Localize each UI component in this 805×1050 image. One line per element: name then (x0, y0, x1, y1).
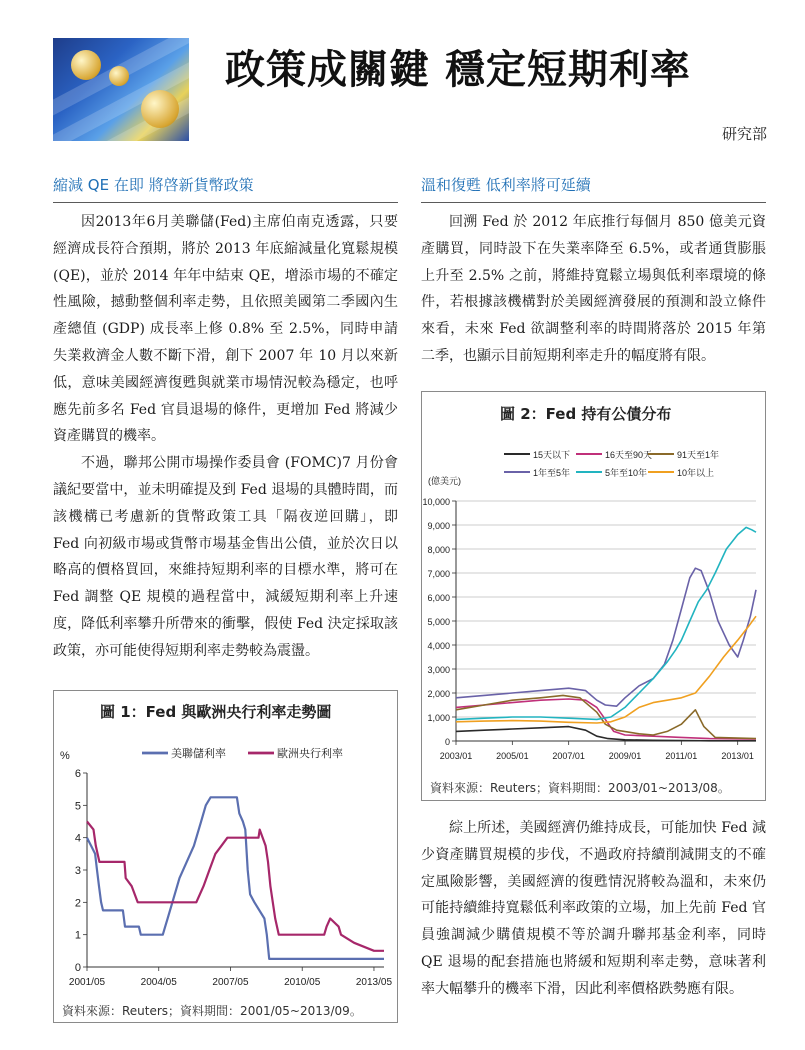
legend-label-3: 91天至1年 (677, 450, 720, 460)
y-tick-label: 5 (74, 800, 81, 813)
y-tick-label: 6 (74, 768, 81, 780)
x-tick-label: 2007/01 (552, 751, 585, 761)
legend-label-2: 歐洲央行利率 (277, 748, 343, 760)
legend-label-4: 1年至5年 (533, 468, 571, 478)
y-tick-label: 7,000 (427, 569, 450, 579)
page-title: 政策成關鍵 穩定短期利率 (225, 47, 691, 93)
figure-2-title: 圖 2：Fed 持有公債分布 (500, 405, 672, 423)
right-column-text-bottom (421, 815, 766, 1003)
legend-label-6: 10年以上 (677, 468, 715, 478)
y-tick-label: 3,000 (427, 665, 450, 675)
figure-2-box (421, 391, 766, 801)
y-tick-label: 4 (74, 832, 81, 845)
y-tick-label: 1 (74, 929, 81, 942)
y-tick-label: 3 (74, 865, 81, 877)
figure-1-box (53, 690, 398, 1023)
y-tick-label: 1,000 (427, 713, 450, 723)
y-tick-label: 4,000 (427, 641, 450, 651)
header-logo-image (53, 38, 189, 141)
left-column-text (53, 209, 398, 665)
series-line-6 (456, 616, 756, 723)
series-line-2 (87, 822, 384, 951)
right-column-text-top (421, 209, 766, 370)
y-tick-label: 2 (74, 897, 81, 910)
x-tick-label: 2013/05 (355, 977, 393, 988)
figure-1-chart (54, 691, 397, 1022)
y-tick-label: 9,000 (427, 521, 450, 531)
x-tick-label: 2005/01 (496, 751, 529, 761)
right-paragraph-1: 回溯 Fed 於 2012 年底推行每個月 850 億美元資產購買，同時設下在失業率降至 6.5%，或者通貨膨脹上升至 2.5% 之前，將維持寬鬆立場與低利率環境的條件，若根據該機構對於美國經濟發展的預測和設立條件來看，未來 Fed 欲調整利率的時間將落於 2015 年第二季，也顯示目前短期利率走升的幅度將有限。 (421, 214, 766, 364)
x-tick-label: 2007/05 (212, 977, 249, 988)
figure-2-chart (422, 392, 765, 800)
y-tick-label: 2,000 (427, 689, 450, 699)
x-tick-label: 2013/01 (721, 751, 754, 761)
y-tick-label: 0 (74, 962, 81, 974)
legend-label-1: 美聯儲利率 (171, 748, 226, 760)
y-tick-label: 8,000 (427, 545, 450, 555)
left-section-heading: 縮減 QE 在即 將啓新貨幣政策 (53, 174, 398, 203)
department-label: 研究部 (721, 125, 767, 143)
y-tick-label: 10,000 (422, 497, 450, 507)
x-tick-label: 2003/01 (439, 751, 473, 761)
right-section-heading: 溫和復甦 低利率將可延續 (421, 174, 766, 203)
series-line-5 (456, 527, 756, 719)
legend-label-1: 15天以下 (533, 450, 571, 460)
y-tick-label: 5,000 (427, 617, 450, 627)
series-line-1 (87, 797, 384, 959)
y-tick-label: 6,000 (427, 593, 450, 603)
left-paragraph-2: 不過，聯邦公開市場操作委員會 (FOMC)7 月份會議紀要當中，並未明確提及到 Fed 退場的具體時間，而該機構已考慮新的貨幣政策工具「隔夜逆回購」，即 Fed 向初級市場或貨幣市場基金售出公債，並於次日以略高的價格買回，來維持短期利率的目標水準，將可在 Fed 調整 QE 規模的過程當中，減緩短期利率上升速度，降低利率攀升所帶來的衝擊，假使 Fed 決定採取該政策，亦可能使得短期利率走勢較為震盪。 (53, 455, 398, 659)
x-tick-label: 2009/01 (608, 751, 642, 761)
figure-1-title: 圖 1：Fed 與歐洲央行利率走勢圖 (100, 703, 332, 721)
x-tick-label: 2010/05 (284, 977, 321, 988)
y-axis-label: % (60, 750, 70, 762)
y-tick-label: 0 (444, 737, 450, 747)
left-paragraph-1: 因2013年6月美聯儲(Fed)主席伯南克透露，只要經濟成長符合預期，將於 2013 年底縮減量化寬鬆規模 (QE)，並於 2014 年年中結束 QE，增添市場的不確定性風險，撼動整個利率走勢，且依照美國第二季國內生產總值 (GDP) 成長率上修 0.8% 至 2.5%，同時申請失業救濟金人數不斷下滑，創下 2007 年 10 月以來新低，意味美國經濟復甦與就業市場情況較為穩定，也呼應先前多名 Fed 官員退場的條件，更增加 Fed 將減少資產購買的機率。 (53, 214, 398, 445)
series-line-4 (456, 568, 756, 706)
figure-1-source: 資料來源：Reuters；資料期間：2001/05~2013/09。 (62, 1004, 362, 1018)
legend-label-2: 16天至90天 (605, 450, 653, 460)
x-tick-label: 2004/05 (140, 977, 177, 988)
y-axis-label: (億美元) (428, 476, 461, 486)
x-tick-label: 2011/01 (665, 751, 698, 761)
legend-label-5: 5年至10年 (605, 468, 648, 478)
figure-2-source: 資料來源：Reuters；資料期間：2003/01~2013/08。 (430, 781, 730, 795)
x-tick-label: 2001/05 (68, 977, 106, 988)
right-paragraph-2: 綜上所述，美國經濟仍維持成長，可能加快 Fed 減少資產購買規模的步伐，不過政府持續削減開支的不確定風險影響，美國經濟的復甦情況將較為溫和，未來仍可能持續維持寬鬆低利率政策的立場，加上先前 Fed 官員強調減少購債規模不等於調升聯邦基金利率，同時 QE 退場的配套措施也將緩和短期利率走勢，意味著利率大幅攀升的機率下滑，因此利率價格跌勢應有限。 (421, 820, 766, 997)
